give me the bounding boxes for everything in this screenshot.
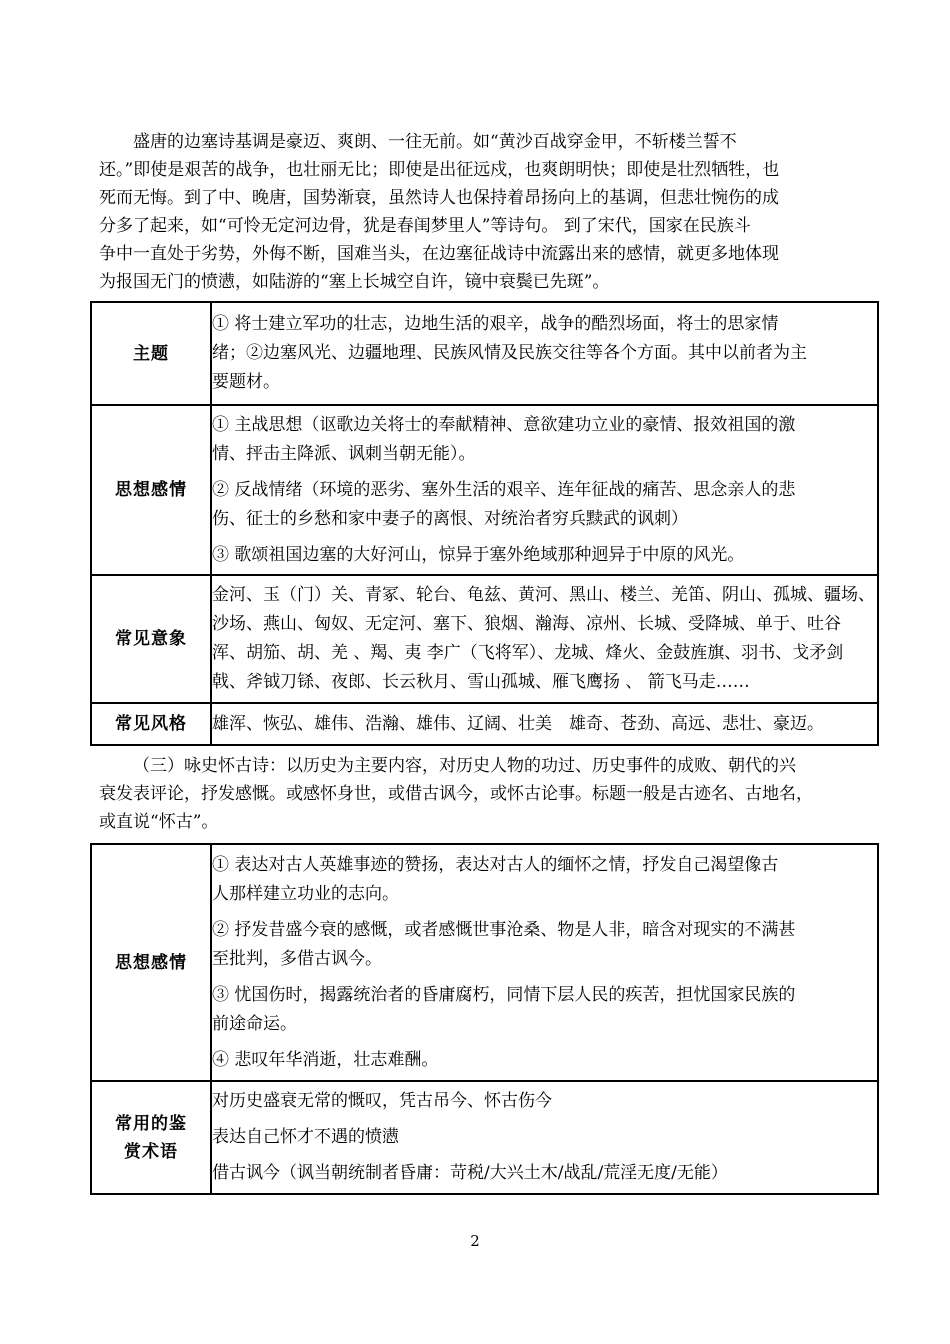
table-row-feelings: [91, 405, 878, 575]
content-line: 情、抨击主降派、讽刺当朝无能）。: [212, 443, 476, 464]
row-header: 常见意象: [91, 575, 211, 703]
intro-line: 死而无悔。到了中、晚唐，国势渐衰，虽然诗人也保持着昂扬向上的基调，但悲壮惋伤的成: [99, 188, 779, 208]
table-row-imagery: [91, 575, 878, 703]
row-content: [211, 703, 878, 745]
content-line: 对历史盛衰无常的慨叹，凭古吊今、怀古伤今: [212, 1091, 552, 1111]
content-line: 表达自己怀才不遇的愤懑: [212, 1127, 399, 1147]
section3-line: （三）咏史怀古诗：以历史为主要内容，对历史人物的功过、历史事件的成败、朝代的兴: [133, 756, 796, 776]
content-line: ③ 忧国伤时，揭露统治者的昏庸腐朽，同情下层人民的疾苦，担忧国家民族的: [212, 984, 796, 1005]
content-line: ① 表达对古人英雄事迹的赞扬，表达对古人的缅怀之情，抒发自己渴望像古: [212, 854, 779, 875]
intro-line: 分多了起来，如“可怜无定河边骨，犹是春闺梦里人”等诗句。 到了宋代，国家在民族斗: [99, 216, 751, 236]
intro-line: 争中一直处于劣势，外侮不断，国难当头，在边塞征战诗中流露出来的感情，就更多地体现: [99, 244, 779, 264]
content-line: 绪；②边塞风光、边疆地理、民族风情及民族交往等各个方面。其中以前者为主: [212, 343, 807, 363]
intro-line: 还。”即使是艰苦的战争，也壮丽无比；即使是出征远戍，也爽朗明快；即使是壮烈牺牲，也: [99, 160, 780, 180]
content-line: ① 主战思想（讴歌边关将士的奉献精神、意欲建功立业的豪情、报效祖国的激: [212, 414, 796, 435]
content-line: ② 反战情绪（环境的恶劣、塞外生活的艰辛、连年征战的痛苦、思念亲人的悲: [212, 479, 796, 500]
content-line: ③ 歌颂祖国边塞的大好河山，惊异于塞外绝域那种迥异于中原的风光。: [212, 544, 745, 565]
content-line: 借古讽今（讽当朝统制者昏庸：苛税/大兴土木/战乱/荒淫无度/无能）: [212, 1163, 728, 1183]
history-poetry-table: [90, 843, 879, 1195]
intro-paragraph: [99, 128, 867, 296]
content-line: 前途命运。: [212, 1013, 297, 1034]
section3-paragraph: [99, 752, 867, 836]
row-header: 思想感情: [91, 844, 211, 1081]
row-content: [211, 405, 878, 575]
table-row-terms: [91, 1081, 878, 1194]
row-header: 思想感情: [91, 405, 211, 575]
section3-line: 或直说“怀古”。: [99, 812, 219, 832]
content-line: 至批判，多借古讽今。: [212, 948, 382, 969]
row-content: [211, 1081, 878, 1194]
row-content: [211, 844, 878, 1081]
intro-line: 盛唐的边塞诗基调是豪迈、爽朗、一往无前。如“黄沙百战穿金甲，不斩楼兰誓不: [133, 132, 737, 152]
page-number: 2: [470, 1232, 480, 1250]
intro-line: 为报国无门的愤懑，如陆游的“塞上长城空自许，镜中衰鬓已先斑”。: [99, 272, 610, 292]
row-header: 常见风格: [91, 703, 211, 745]
table-row-feelings: [91, 844, 878, 1081]
content-line: ① 将士建立军功的壮志，边地生活的艰辛，战争的酷烈场面，将士的思家情: [212, 314, 779, 334]
frontier-poetry-table: [90, 301, 879, 746]
row-content: [211, 575, 878, 703]
row-header: 常用的鉴赏术语: [91, 1081, 211, 1194]
content-line: ④ 悲叹年华消逝，壮志难酬。: [212, 1049, 439, 1070]
content-line: ② 抒发昔盛今衰的感慨，或者感慨世事沧桑、物是人非，暗含对现实的不满甚: [212, 919, 796, 940]
content-line: 浑、胡笳、胡、羌 、羯、夷 李广（飞将军）、龙城、烽火、金鼓旌旗、羽书、戈矛剑: [212, 643, 844, 663]
content-line: 金河、玉（门）关、青冢、轮台、龟兹、黄河、黑山、楼兰、羌笛、阴山、孤城、疆场、: [212, 585, 875, 605]
table-row-style: [91, 703, 878, 745]
row-header: 主题: [91, 302, 211, 405]
content-line: 人那样建立功业的志向。: [212, 883, 399, 904]
content-line: 伤、征士的乡愁和家中妻子的离恨、对统治者穷兵黩武的讽刺）: [212, 508, 688, 529]
content-line: 沙场、燕山、匈奴、无定河、塞下、狼烟、瀚海、凉州、长城、受降城、单于、吐谷: [212, 614, 841, 634]
section3-line: 衰发表评论，抒发感慨。或感怀身世，或借古讽今，或怀古论事。标题一般是古迹名、古地名，: [99, 784, 813, 804]
content-line: 戟、斧钺刀铩、夜郎、长云秋月、雪山孤城、雁飞鹰扬 、 箭飞马走……: [212, 672, 750, 692]
content-line: 要题材。: [212, 372, 280, 392]
content-line: 雄浑、恢弘、雄伟、浩瀚、雄伟、辽阔、壮美 雄奇、苍劲、高远、悲壮、豪迈。: [212, 713, 824, 734]
table-row-theme: [91, 302, 878, 405]
row-content: [211, 302, 878, 405]
